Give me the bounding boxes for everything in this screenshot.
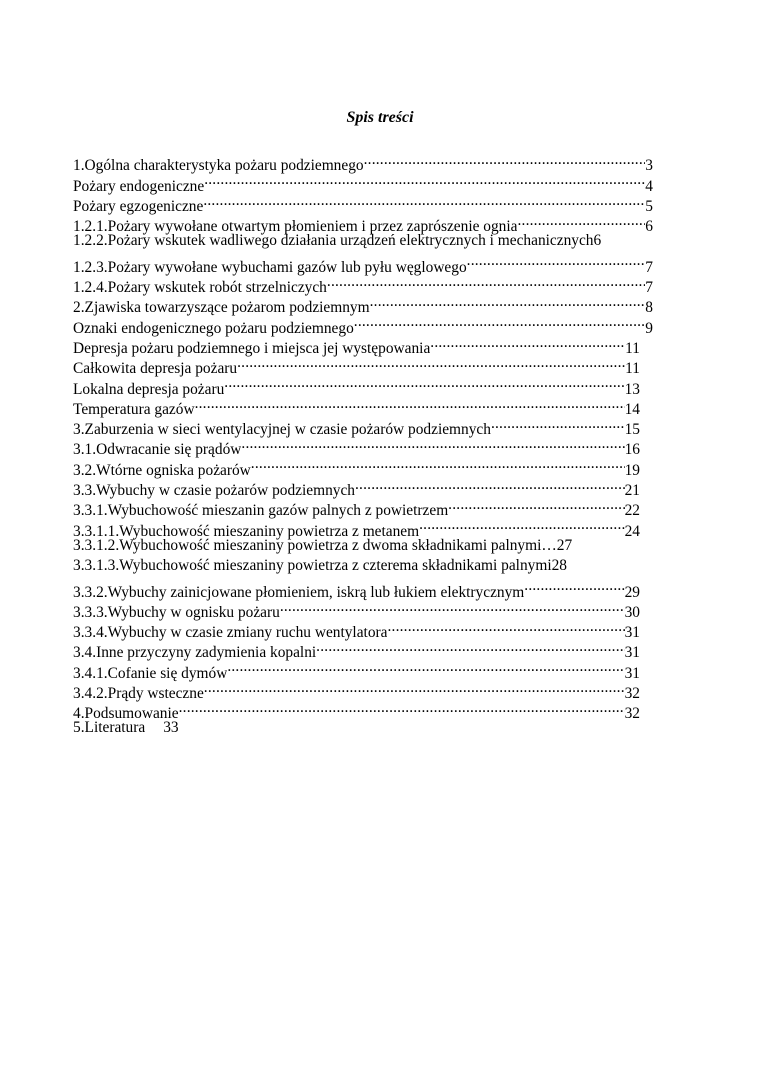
toc-leader-dots (517, 211, 645, 231)
toc-entry-page: 3 (645, 157, 653, 175)
table-of-contents (73, 150, 688, 739)
toc-entry-label: 5.Literatura (73, 719, 146, 737)
toc-entry-page: 22 (624, 502, 640, 520)
toc-leader-dots (327, 272, 645, 292)
toc-entry-page: 15 (624, 421, 640, 439)
toc-leader-dots (355, 475, 625, 495)
toc-entry-page: 8 (645, 299, 653, 317)
toc-entry[interactable] (73, 150, 653, 175)
toc-entry-label: 3.1.Odwracanie się prądów (73, 441, 242, 459)
toc-entry-page: 32 (624, 705, 640, 723)
toc-entry-label: Oznaki endogenicznego pożaru podziemnego (73, 319, 354, 337)
toc-entry-label: Pożary endogeniczne (73, 177, 205, 195)
toc-entry-label: 1.2.2.Pożary wskutek wadliwego działania urządzeń elektrycznych i mechanicznych (73, 232, 594, 250)
toc-entry-page: 31 (624, 624, 640, 642)
toc-leader-dots (491, 414, 625, 434)
toc-entry-label: 3.Zaburzenia w sieci wentylacyjnej w czasie pożarów podziemnych (73, 421, 491, 439)
toc-entry-label: 3.3.1.2.Wybuchowość mieszaniny powietrza z dwoma składnikami palnymi… (73, 536, 557, 554)
toc-leader-dots (524, 576, 624, 596)
toc-entry-page: 5 (645, 197, 653, 215)
toc-entry-label: 2.Zjawiska towarzyszące pożarom podziemnym (73, 299, 370, 317)
toc-leader-dots (387, 617, 624, 637)
toc-entry-page: 11 (625, 339, 640, 357)
toc-entry-page: 4 (645, 177, 653, 195)
toc-leader-dots (204, 678, 625, 698)
toc-entry-label: 1.Ogólna charakterystyka pożaru podziemnego (73, 157, 364, 175)
toc-entry-page: 32 (624, 685, 640, 703)
toc-leader-dots (204, 170, 645, 190)
toc-entry-label: 3.3.2.Wybuchy zainicjowane płomieniem, iskrą lub łukiem elektrycznym (73, 583, 525, 601)
toc-entry-page: 16 (624, 441, 640, 459)
toc-entry-label: 4.Podsumowanie (73, 705, 179, 723)
toc-entry-label: Temperatura gazów (73, 400, 195, 418)
toc-leader-dots (354, 312, 646, 332)
toc-entry-page: 6 (645, 218, 653, 236)
toc-entry-label: 3.4.1.Cofanie się dymów (73, 664, 228, 682)
toc-entry-page: 9 (645, 319, 653, 337)
toc-entry-page: 21 (624, 482, 640, 500)
toc-entry-label: 1.2.1.Pożary wywołane otwartym płomieniem i przez zaprószenie ognia (73, 218, 518, 236)
toc-entry-page: 31 (624, 664, 640, 682)
toc-entry-label: 3.3.1.Wybuchowość mieszanin gazów palnych z powietrzem (73, 502, 449, 520)
toc-entry-label: 1.2.4.Pożary wskutek robót strzelniczych (73, 279, 327, 297)
toc-leader-dots (227, 657, 624, 677)
toc-entry-page: 29 (624, 583, 640, 601)
toc-entry-label: 3.3.4.Wybuchy w czasie zmiany ruchu wentylatora (73, 624, 388, 642)
toc-entry-label: Lokalna depresja pożaru (73, 380, 225, 398)
toc-leader-dots (419, 515, 625, 535)
toc-entry-label: 3.3.Wybuchy w czasie pożarów podziemnych (73, 482, 355, 500)
toc-entry-label: 3.4.2.Prądy wsteczne (73, 685, 204, 703)
toc-leader-dots (364, 150, 646, 170)
toc-leader-dots (203, 191, 645, 211)
toc-entry-page: 30 (624, 603, 640, 621)
toc-entry-page: 6 (593, 232, 602, 250)
toc-entry-page: 13 (624, 380, 640, 398)
toc-leader-dots (316, 637, 624, 657)
toc-leader-dots (251, 454, 625, 474)
toc-entry-label: 3.2.Wtórne ogniska pożarów (73, 461, 251, 479)
toc-entry-page: 33 (163, 719, 179, 737)
toc-entry[interactable] (73, 718, 688, 738)
toc-leader-dots (430, 333, 625, 353)
toc-entry-page: 31 (624, 644, 640, 662)
toc-entry[interactable] (73, 251, 653, 276)
toc-entry-label: 3.4.Inne przyczyny zadymienia kopalni (73, 644, 317, 662)
toc-leader-dots (448, 495, 624, 515)
toc-entry-label: Pożary egzogeniczne (73, 197, 204, 215)
toc-entry-page: 14 (624, 400, 640, 418)
toc-entry-page: 24 (624, 522, 640, 540)
toc-entry[interactable] (73, 231, 688, 251)
toc-leader-dots (241, 434, 624, 454)
toc-entry-label: 3.3.3.Wybuchy w ognisku pożaru (73, 603, 280, 621)
toc-entry-label: Depresja pożaru podziemnego i miejsca jej występowania (73, 339, 431, 357)
toc-leader-dots (224, 373, 624, 393)
toc-entry-page: 7 (645, 279, 653, 297)
toc-leader-dots (370, 292, 646, 312)
toc-entry[interactable] (73, 556, 688, 576)
toc-entry-page: 27 (556, 536, 573, 554)
toc-entry-label: 3.3.1.1.Wybuchowość mieszaniny powietrza z metanem (73, 522, 420, 540)
toc-entry-page: 11 (625, 360, 640, 378)
toc-entry[interactable] (73, 576, 640, 601)
toc-entry-label: Całkowita depresja pożaru (73, 360, 238, 378)
toc-entry-page: 19 (624, 461, 640, 479)
toc-title: Spis treści (346, 109, 414, 126)
toc-entry[interactable] (73, 536, 688, 556)
toc-entry-label: 1.2.3.Pożary wywołane wybuchami gazów lub pyłu węglowego (73, 258, 467, 276)
toc-leader-dots (280, 597, 625, 617)
toc-leader-dots (237, 353, 625, 373)
toc-entry-label: 3.3.1.3.Wybuchowość mieszaniny powietrza z czterema składnikami palnymi (73, 556, 552, 574)
toc-leader-dots (195, 394, 625, 414)
toc-entry-page: 28 (551, 556, 567, 574)
toc-entry-page: 7 (645, 258, 653, 276)
toc-leader-dots (179, 698, 625, 718)
toc-leader-dots (467, 251, 646, 271)
